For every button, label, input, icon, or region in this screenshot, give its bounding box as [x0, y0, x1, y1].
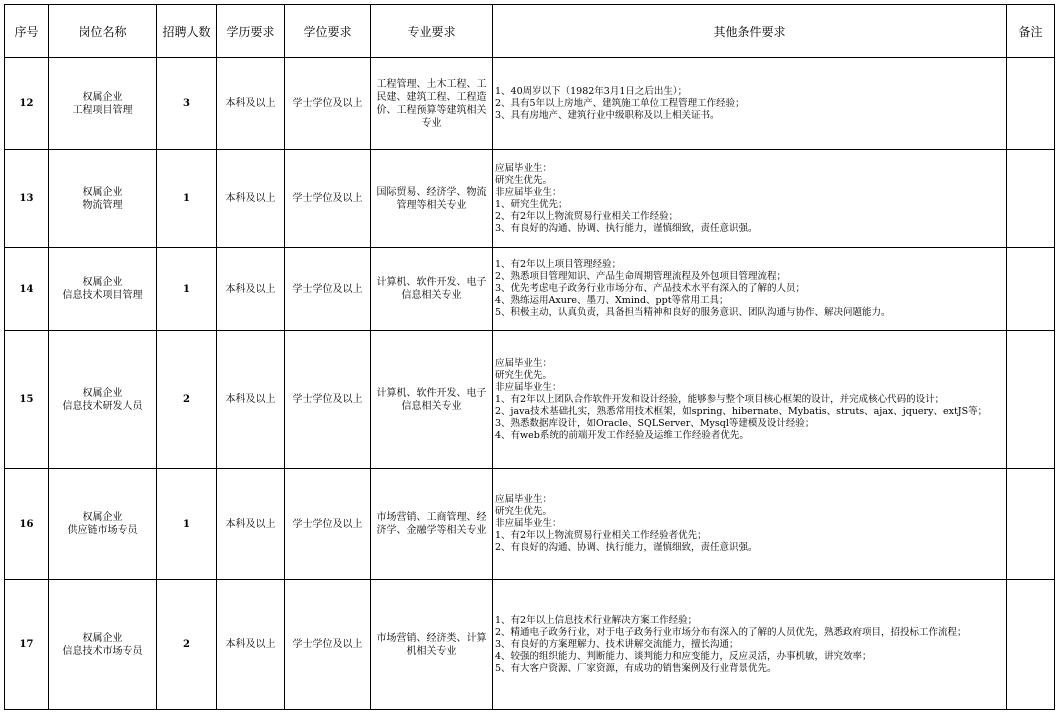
condition-line: 1、有2年以上项目管理经验；	[495, 259, 622, 270]
table-row	[5, 150, 1055, 248]
degree-requirement: 学士学位及以上	[285, 150, 371, 248]
education-requirement: 本科及以上	[217, 469, 285, 580]
condition-line: 非应届毕业生：	[495, 518, 562, 529]
header-degree: 学位要求	[285, 5, 371, 58]
table-row	[5, 580, 1055, 710]
recruitment-table	[4, 4, 1055, 710]
position-name-line: 权属企业	[82, 186, 123, 198]
condition-line: 1、40周岁以下（1982年3月1日之后出生）；	[495, 85, 688, 97]
position-name-line: 工程项目管理	[72, 104, 133, 116]
header-row	[5, 5, 1055, 58]
condition-line: 应届毕业生：	[495, 357, 553, 369]
note-cell	[1007, 248, 1055, 331]
condition-line: 5、积极主动，认真负责，具备担当精神和良好的服务意识、团队沟通与协作、解决问题能力。	[495, 307, 891, 318]
condition-line: 非应届毕业生：	[495, 186, 562, 198]
row-number: 15	[5, 331, 49, 469]
note-cell	[1007, 469, 1055, 580]
position-name-line: 物流管理	[82, 199, 123, 211]
position-name-cell	[49, 150, 157, 248]
condition-line: 3、优先考虑电子政务行业市场分布、产品技术水平有深入的了解的人员；	[495, 283, 806, 294]
education-requirement: 本科及以上	[217, 248, 285, 331]
condition-line: 3、有良好的沟通、协调、执行能力，谨慎细致，责任意识强。	[495, 222, 758, 234]
degree-requirement: 学士学位及以上	[285, 58, 371, 150]
note-cell	[1007, 580, 1055, 710]
headcount: 1	[157, 469, 217, 580]
position-name-cell	[49, 331, 157, 469]
condition-line: 3、熟悉数据库设计，如Oracle、SQLServer、Mysql等建模及设计经验；	[495, 417, 815, 429]
header-no: 序号	[5, 5, 49, 58]
row-number: 13	[5, 150, 49, 248]
header-education: 学历要求	[217, 5, 285, 58]
note-cell	[1007, 331, 1055, 469]
other-conditions	[493, 469, 1007, 580]
other-conditions	[493, 580, 1007, 710]
table-row	[5, 469, 1055, 580]
headcount: 1	[157, 150, 217, 248]
position-name-line: 权属企业	[82, 632, 123, 644]
note-cell	[1007, 58, 1055, 150]
degree-requirement: 学士学位及以上	[285, 580, 371, 710]
degree-requirement: 学士学位及以上	[285, 331, 371, 469]
row-number: 12	[5, 58, 49, 150]
condition-line: 4、有web系统的前端开发工作经验及运维工作经验者优先。	[495, 429, 749, 441]
condition-line: 1、有2年以上信息技术行业解决方案工作经验；	[495, 614, 698, 626]
condition-line: 1、有2年以上团队合作软件开发和设计经验，能够参与整个项目核心框架的设计，并完成核心代码的设计；	[495, 393, 945, 405]
header-position: 岗位名称	[49, 5, 157, 58]
education-requirement: 本科及以上	[217, 58, 285, 150]
other-conditions	[493, 58, 1007, 150]
condition-line: 4、较强的组织能力、判断能力、谈判能力和应变能力，反应灵活，办事机敏，讲究效率；	[495, 650, 872, 662]
table-row	[5, 58, 1055, 150]
education-requirement: 本科及以上	[217, 331, 285, 469]
position-name-cell	[49, 58, 157, 150]
headcount: 2	[157, 580, 217, 710]
condition-line: 3、有良好的方案理解力、技术讲解交流能力，擅长沟通；	[495, 638, 739, 650]
header-count: 招聘人数	[157, 5, 217, 58]
position-name-line: 权属企业	[82, 387, 123, 399]
other-conditions	[493, 150, 1007, 248]
position-name-line: 供应链市场专员	[67, 525, 138, 536]
headcount: 1	[157, 248, 217, 331]
position-name-line: 权属企业	[82, 512, 123, 523]
condition-line: 2、有良好的沟通、协调、执行能力，谨慎细致，责任意识强。	[495, 542, 758, 553]
position-name-cell	[49, 580, 157, 710]
condition-line: 研究生优先。	[495, 174, 553, 186]
table-row	[5, 248, 1055, 331]
position-name-cell	[49, 248, 157, 331]
other-conditions	[493, 248, 1007, 331]
table-row	[5, 331, 1055, 469]
condition-line: 1、有2年以上物流贸易行业相关工作经验者优先；	[495, 530, 707, 541]
condition-line: 2、有2年以上物流贸易行业相关工作经验；	[495, 210, 679, 222]
major-requirement: 国际贸易、经济学、物流管理等相关专业	[371, 150, 493, 248]
position-name-line: 信息技术项目管理	[62, 290, 143, 301]
condition-line: 2、具有5年以上房地产、建筑施工单位工程管理工作经验；	[495, 97, 745, 109]
major-requirement: 计算机、软件开发、电子信息相关专业	[371, 248, 493, 331]
other-conditions	[493, 331, 1007, 469]
note-cell	[1007, 150, 1055, 248]
position-name-cell	[49, 469, 157, 580]
condition-line: 应届毕业生：	[495, 162, 553, 174]
condition-line: 非应届毕业生：	[495, 381, 562, 393]
education-requirement: 本科及以上	[217, 150, 285, 248]
condition-line: 研究生优先。	[495, 369, 553, 381]
row-number: 14	[5, 248, 49, 331]
row-number: 16	[5, 469, 49, 580]
major-requirement: 市场营销、工商管理、经济学、金融学等相关专业	[371, 469, 493, 580]
position-name-line: 权属企业	[82, 277, 123, 288]
row-number: 17	[5, 580, 49, 710]
condition-line: 研究生优先。	[495, 506, 553, 517]
major-requirement: 计算机、软件开发、电子信息相关专业	[371, 331, 493, 469]
header-major: 专业要求	[371, 5, 493, 58]
condition-line: 2、精通电子政务行业，对于电子政务行业市场分布有深入的了解的人员优先，熟悉政府项目，招投标工作流程；	[495, 626, 967, 638]
condition-line: 3、具有房地产、建筑行业中级职称及以上相关证书。	[495, 109, 720, 121]
position-name-line: 信息技术研发人员	[62, 400, 143, 412]
major-requirement: 市场营销、经济类、计算机相关专业	[371, 580, 493, 710]
header-conditions: 其他条件要求	[493, 5, 1007, 58]
headcount: 2	[157, 331, 217, 469]
degree-requirement: 学士学位及以上	[285, 248, 371, 331]
condition-line: 2、java技术基础扎实，熟悉常用技术框架，如spring、hibernate、Mybatis、struts、ajax、jquery、extJS等；	[495, 405, 988, 417]
condition-line: 应届毕业生：	[495, 494, 553, 505]
headcount: 3	[157, 58, 217, 150]
condition-line: 5、有大客户资源、厂家资源，有成功的销售案例及行业背景优先。	[495, 662, 777, 674]
degree-requirement: 学士学位及以上	[285, 469, 371, 580]
condition-line: 4、熟练运用Axure、墨刀、Xmind、ppt等常用工具；	[495, 295, 729, 306]
condition-line: 1、研究生优先；	[495, 198, 568, 210]
education-requirement: 本科及以上	[217, 580, 285, 710]
position-name-line: 权属企业	[82, 91, 123, 103]
major-requirement: 工程管理、土木工程、工民建、建筑工程、工程造价、工程预算等建筑相关专业	[371, 58, 493, 150]
position-name-line: 信息技术市场专员	[62, 645, 143, 657]
condition-line: 2、熟悉项目管理知识、产品生命周期管理流程及外包项目管理流程；	[495, 271, 787, 282]
header-note: 备注	[1007, 5, 1055, 58]
